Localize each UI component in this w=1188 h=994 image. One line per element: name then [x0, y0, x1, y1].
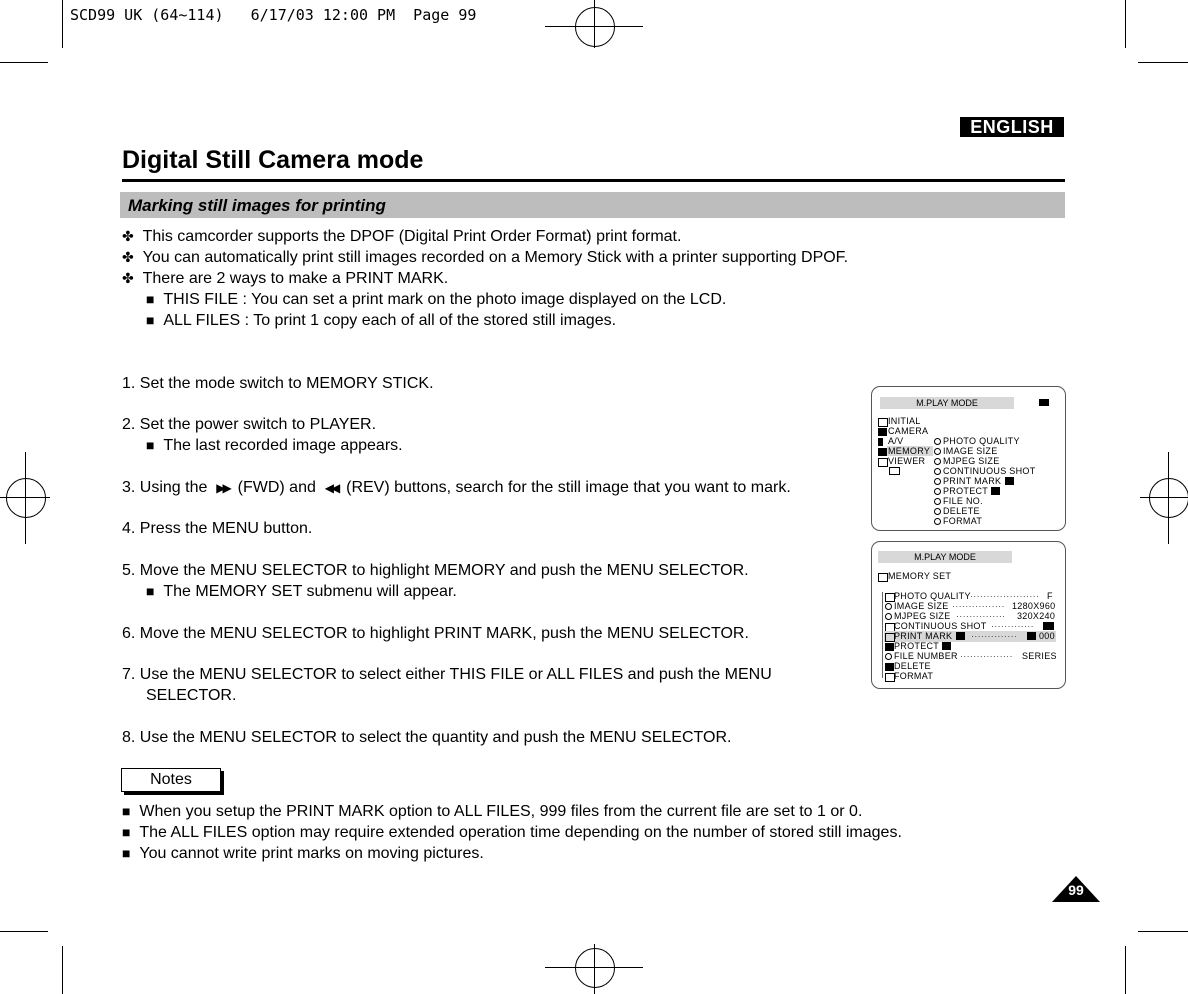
memory-stick-icon [1039, 399, 1049, 406]
osd-item: MJPEG SIZE [894, 611, 951, 621]
cross-bullet-icon: ✤ [122, 228, 134, 244]
viewer-icon [878, 458, 888, 467]
step-2-sub: ■ The last recorded image appears. [146, 437, 403, 454]
note-item: ■ You cannot write print marks on moving pictures. [122, 845, 484, 862]
square-bullet-icon: ■ [122, 824, 131, 840]
intro-item: ✤ This camcorder supports the DPOF (Digital Print Order Format) print format. [122, 228, 682, 245]
osd-item: PHOTO QUALITY [894, 591, 971, 601]
osd-menu-item-selected: MEMORY [887, 446, 933, 456]
page-title: Digital Still Camera mode [122, 146, 424, 174]
crop-mark [1125, 946, 1126, 994]
step-5: 5. Move the MENU SELECTOR to highlight MEMORY and push the MENU SELECTOR. [122, 562, 749, 579]
osd-leader: ····················· [970, 591, 1040, 601]
radio-icon [934, 478, 941, 485]
section-title: Marking still images for printing [128, 196, 386, 215]
osd-submenu-item: IMAGE SIZE [943, 446, 998, 456]
print-mark-icon [1005, 477, 1014, 485]
osd-memory-set-screen [871, 541, 1066, 689]
osd-submenu-item: FILE NO. [943, 496, 983, 506]
osd-item: CONTINUOUS SHOT [894, 621, 987, 631]
osd-submenu-item: CONTINUOUS SHOT [943, 466, 1036, 476]
step-6: 6. Move the MENU SELECTOR to highlight PRINT MARK, push the MENU SELECTOR. [122, 625, 749, 642]
osd-value: SERIES [1022, 651, 1057, 661]
radio-icon [934, 518, 941, 525]
delete-icon [885, 663, 894, 671]
viewer-sub-icon [889, 467, 900, 475]
intro-sub-item: ■ THIS FILE : You can set a print mark on the photo image displayed on the LCD. [146, 291, 727, 308]
rev-icon: ◀◀ [324, 481, 338, 495]
notes-label: Notes [121, 768, 221, 792]
osd-leader: ················ [960, 651, 1013, 661]
osd-submenu-item: MJPEG SIZE [943, 456, 1000, 466]
radio-icon [934, 488, 941, 495]
osd-value: 320X240 [1017, 611, 1056, 621]
osd-value: 1280X960 [1012, 601, 1056, 611]
title-rule [122, 179, 1065, 182]
crop-mark [62, 946, 63, 994]
step-7-cont: SELECTOR. [146, 687, 237, 704]
osd-submenu-item: DELETE [943, 506, 980, 516]
fwd-icon: ▶▶ [216, 481, 229, 495]
intro-sub-item: ■ ALL FILES : To print 1 copy each of all of the stored still images. [146, 312, 617, 329]
osd-item-selected: PRINT MARK [894, 631, 953, 641]
osd-leader: ··············· [956, 611, 1006, 621]
cross-bullet-icon: ✤ [122, 249, 134, 265]
radio-icon [934, 448, 941, 455]
osd-menu-screen [871, 386, 1066, 531]
crop-mark [62, 0, 63, 48]
square-bullet-icon: ■ [146, 583, 155, 599]
radio-icon [934, 438, 941, 445]
osd-leader: ············· [991, 621, 1034, 631]
osd-menu-item: INITIAL [888, 416, 921, 426]
osd-value: F [1047, 591, 1053, 601]
radio-icon [934, 508, 941, 515]
square-bullet-icon: ■ [146, 291, 155, 307]
osd-submenu-item: PHOTO QUALITY [943, 436, 1020, 446]
step-5-sub: ■ The MEMORY SET submenu will appear. [146, 583, 457, 600]
intro-item: ✤ There are 2 ways to make a PRINT MARK. [122, 270, 449, 287]
osd-menu-item: VIEWER [888, 456, 926, 466]
print-slug: SCD99 UK (64~114) 6/17/03 12:00 PM Page 99 [70, 6, 477, 24]
av-icon [878, 438, 883, 446]
osd-submenu-item: FORMAT [943, 516, 983, 526]
print-mark-icon [1027, 632, 1036, 640]
step-7: 7. Use the MENU SELECTOR to select either THIS FILE or ALL FILES and push the MENU [122, 666, 772, 683]
cross-bullet-icon: ✤ [122, 270, 134, 286]
protect-icon [942, 642, 951, 650]
osd-submenu-item: PRINT MARK [943, 476, 1002, 486]
osd-submenu-title: MEMORY SET [888, 571, 952, 581]
square-bullet-icon: ■ [146, 312, 155, 328]
osd-item: DELETE [894, 661, 931, 671]
osd-tree-line [882, 592, 883, 678]
osd-item: PROTECT [894, 641, 940, 651]
osd-item: IMAGE SIZE [894, 601, 949, 611]
camera-icon [878, 428, 887, 436]
memory-icon [878, 448, 887, 456]
page-number: 99 [1068, 882, 1084, 898]
square-bullet-icon: ■ [122, 845, 131, 861]
osd-header: M.PLAY MODE [878, 551, 1012, 563]
intro-item: ✤ You can automatically print still images recorded on a Memory Stick with a printer supporting DPOF. [122, 249, 849, 266]
radio-icon [934, 498, 941, 505]
note-item: ■ When you setup the PRINT MARK option to ALL FILES, 999 files from the current file are set to 1 or 0. [122, 803, 863, 820]
radio-icon [934, 468, 941, 475]
radio-icon [885, 653, 892, 660]
protect-icon [991, 487, 1000, 495]
step-1: 1. Set the mode switch to MEMORY STICK. [122, 375, 434, 392]
continuous-value-icon [1043, 622, 1054, 630]
osd-header: M.PLAY MODE [880, 397, 1014, 409]
osd-submenu-item: PROTECT [943, 486, 989, 496]
note-item: ■ The ALL FILES option may require extended operation time depending on the number of stored still images. [122, 824, 902, 841]
osd-menu-item: CAMERA [888, 426, 929, 436]
crop-mark [1138, 62, 1188, 63]
print-mark-icon [956, 632, 965, 640]
step-2: 2. Set the power switch to PLAYER. [122, 416, 377, 433]
osd-leader: ················ [952, 601, 1005, 611]
radio-icon [885, 603, 892, 610]
radio-icon [885, 613, 892, 620]
osd-item: FORMAT [894, 671, 934, 681]
square-bullet-icon: ■ [146, 437, 155, 453]
crop-mark [1125, 0, 1126, 48]
osd-leader: ·············· [971, 631, 1018, 641]
osd-item: FILE NUMBER [894, 651, 958, 661]
crop-mark [1138, 931, 1188, 932]
protect-icon [885, 643, 894, 651]
osd-menu-item: A/V [888, 436, 904, 446]
step-4: 4. Press the MENU button. [122, 520, 313, 537]
step-3: 3. Using the ▶▶ (FWD) and ◀◀ (REV) buttons, search for the still image that you want to mark. [122, 479, 791, 496]
osd-value: 000 [1039, 631, 1055, 641]
crop-mark [0, 62, 48, 63]
square-bullet-icon: ■ [122, 803, 131, 819]
folder-icon [878, 418, 888, 427]
radio-icon [934, 458, 941, 465]
language-badge: ENGLISH [960, 117, 1064, 137]
memory-icon [878, 573, 888, 582]
step-8: 8. Use the MENU SELECTOR to select the quantity and push the MENU SELECTOR. [122, 729, 732, 746]
crop-mark [0, 931, 48, 932]
